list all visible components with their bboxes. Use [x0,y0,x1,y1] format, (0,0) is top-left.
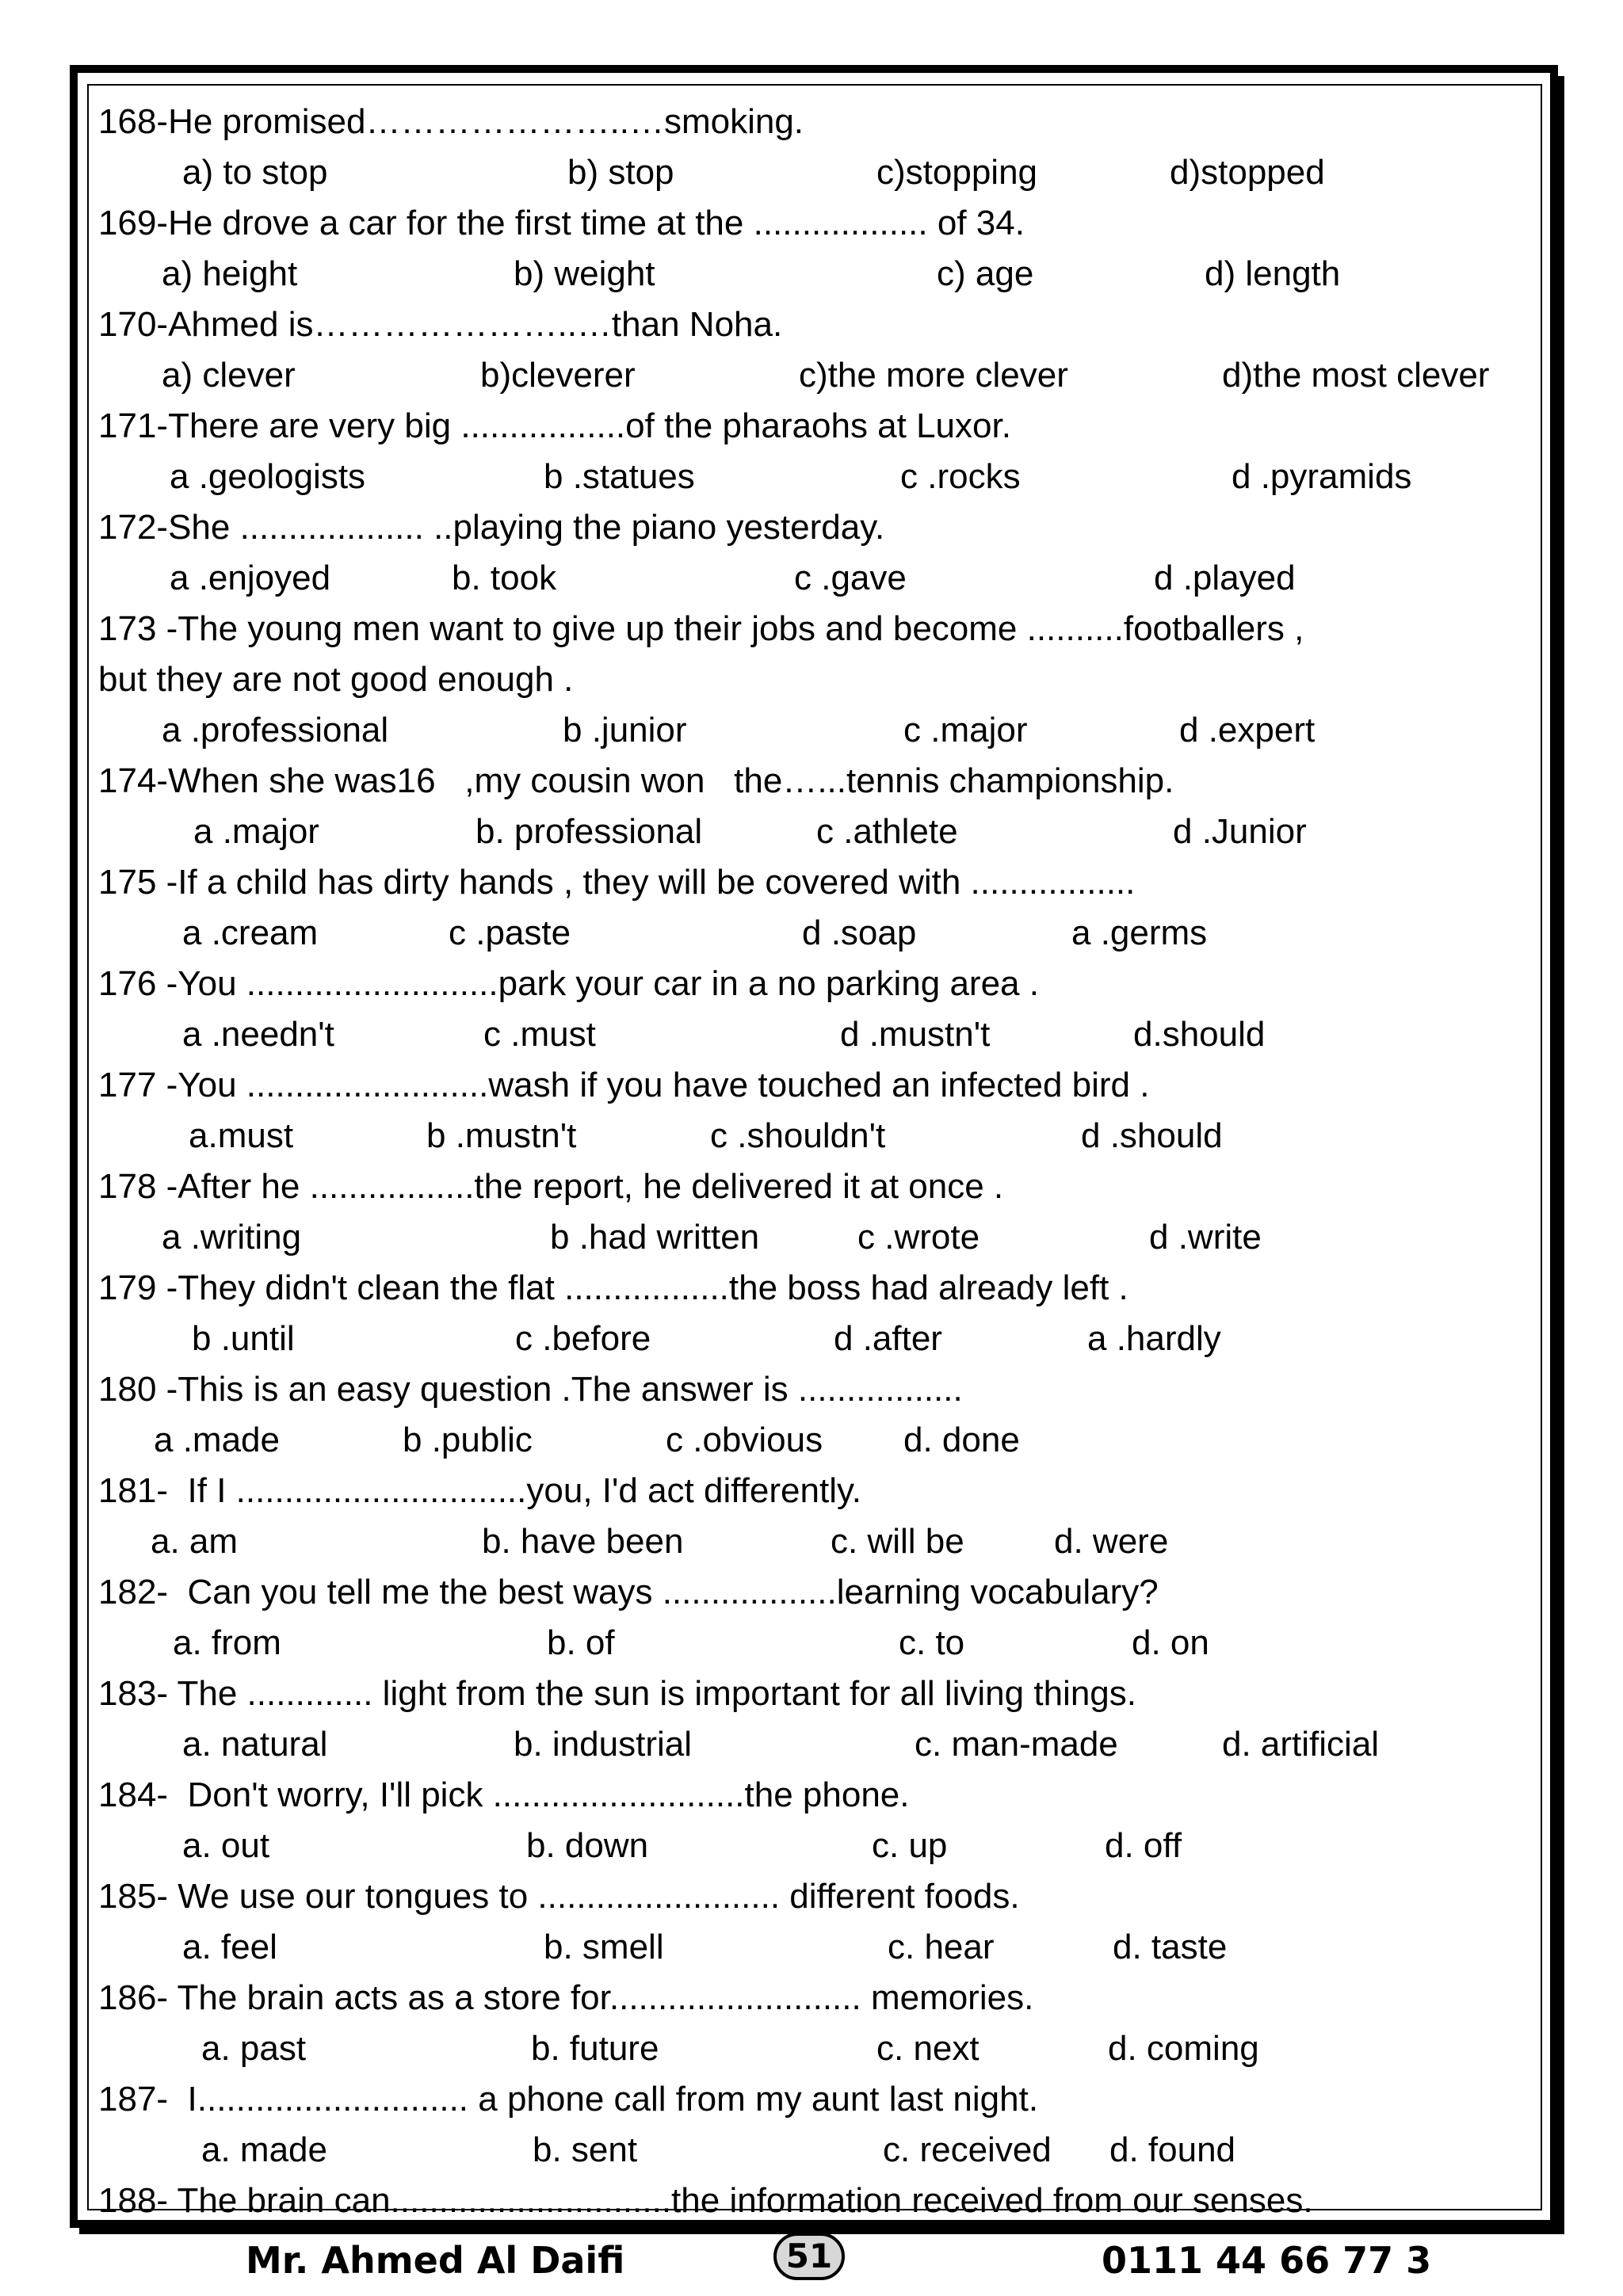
answer-options [98,1516,1533,1567]
answer-option[interactable]: d. artificial [1222,1725,1380,1764]
answer-option[interactable]: b. sent [533,2130,638,2169]
answer-option[interactable]: b. down [526,1826,649,1865]
answer-option[interactable]: d. coming [1108,2029,1259,2068]
answer-option[interactable]: d .Junior [1173,812,1307,851]
question-text: 188- The brain can.............................the information received from our senses. [98,2181,1313,2220]
answer-option[interactable]: a) clever [162,356,296,395]
answer-options [98,553,1533,604]
answer-option[interactable]: c .wrote [857,1218,980,1257]
answer-option[interactable]: d .soap [802,913,917,952]
question-text: 185- We use our tongues to ......................... different foods. [98,1877,1020,1916]
answer-option[interactable]: c. next [876,2029,980,2068]
answer-option[interactable]: c) age [937,254,1034,293]
answer-option[interactable]: d. done [903,1421,1020,1459]
answer-option[interactable]: b)cleverer [480,356,636,395]
answer-option[interactable]: a .professional [162,711,389,749]
answer-options [98,908,1533,959]
question-text: 174-When she was16 ,my cousin won the…...tennis championship. [98,761,1174,800]
answer-option[interactable]: d. were [1054,1522,1169,1561]
answer-option[interactable]: a. am [151,1522,239,1561]
question-text: 172-She ................... ..playing the piano yesterday. [98,508,885,547]
answer-option[interactable]: b. professional [475,812,703,851]
question-text: 183- The ............. light from the sun is important for all living things. [98,1674,1136,1713]
question-text: 173 -The young men want to give up their jobs and become ..........footballers , [98,609,1304,648]
answer-option[interactable]: c. man-made [915,1725,1118,1764]
answer-option[interactable]: b .mustn't [426,1116,577,1155]
answer-option[interactable]: a. feel [182,1928,277,1966]
answer-options [98,705,1533,756]
answer-option[interactable]: a .major [193,812,319,851]
answer-option[interactable]: c .before [515,1319,651,1358]
answer-option[interactable]: b. of [547,1623,615,1662]
answer-options [98,1212,1533,1263]
question-text: 182- Can you tell me the best ways ..................learning vocabulary? [98,1573,1159,1611]
answer-option[interactable]: b .public [403,1421,533,1459]
answer-option[interactable]: d .should [1081,1116,1223,1155]
answer-options [98,350,1533,401]
answer-options [98,1314,1533,1364]
answer-option[interactable]: d .played [1154,559,1296,597]
question-text: 187- I............................ a phone call from my aunt last night. [98,2080,1039,2119]
answer-options [98,249,1533,299]
author-name: Mr. Ahmed Al Daifi [246,2239,625,2282]
answer-option[interactable]: c)stopping [876,153,1038,192]
answer-option[interactable]: b) weight [514,254,655,293]
answer-option[interactable]: d)the most clever [1222,356,1490,395]
answer-options [98,2125,1533,2176]
answer-options [98,807,1533,857]
answer-option[interactable]: b) stop [567,153,674,192]
answer-option[interactable]: c .rocks [900,457,1021,496]
answer-option[interactable]: a. out [182,1826,270,1865]
answer-option[interactable]: a .geologists [170,457,366,496]
answer-option[interactable]: d)stopped [1170,153,1325,192]
question-text: 178 -After he .................the report, he delivered it at once . [98,1167,1004,1206]
question-text: 170-Ahmed is…………………..…than Noha. [98,305,783,344]
answer-option[interactable]: b .had written [550,1218,760,1257]
answer-option[interactable]: b .statues [544,457,695,496]
answer-options [98,2023,1533,2074]
question-text: 181- If I ..............................you, I'd act differently. [98,1471,861,1510]
answer-options [98,1821,1533,1871]
answer-option[interactable]: d.should [1133,1015,1266,1054]
answer-options [98,1922,1533,1973]
question-text: 179 -They didn't clean the flat .................the boss had already left . [98,1268,1128,1307]
answer-option[interactable]: c. will be [831,1522,964,1561]
answer-options [98,1009,1533,1060]
question-text-continued: but they are not good enough . [98,660,574,699]
answer-option[interactable]: a .hardly [1087,1319,1221,1358]
answer-option[interactable]: a .enjoyed [170,559,331,597]
answer-option[interactable]: a. made [201,2130,327,2169]
question-text: 168-He promised…………………..…smoking. [98,102,804,141]
answer-option[interactable]: c .athlete [816,812,958,851]
question-text: 177 -You .........................wash if you have touched an infected bird . [98,1066,1150,1104]
answer-option[interactable]: a. from [173,1623,281,1662]
answer-option[interactable]: d. off [1105,1826,1182,1865]
answer-option[interactable]: b .until [192,1319,295,1358]
answer-option[interactable]: b. future [531,2029,659,2068]
answer-option[interactable]: d) length [1205,254,1341,293]
answer-option[interactable]: d. found [1109,2130,1236,2169]
page-number-badge: 51 [773,2233,845,2280]
answer-option[interactable]: a.must [189,1116,294,1155]
question-list [98,97,1533,2226]
answer-option[interactable]: c. up [872,1826,948,1865]
answer-option[interactable]: d .after [834,1319,942,1358]
answer-option[interactable]: a .cream [182,913,319,952]
answer-option[interactable]: d. on [1132,1623,1209,1662]
answer-options [98,1415,1533,1466]
question-text: 169-He drove a car for the first time at the .................. of 34. [98,204,1025,242]
answer-option[interactable]: d. taste [1113,1928,1228,1966]
answer-option[interactable]: a .writing [162,1218,302,1257]
answer-option[interactable]: b. smell [544,1928,664,1966]
question-text: 180 -This is an easy question .The answer is ................. [98,1370,963,1409]
answer-options [98,147,1533,198]
answer-options [98,1719,1533,1770]
answer-option[interactable]: a .made [154,1421,280,1459]
answer-option[interactable]: a. past [201,2029,307,2068]
answer-option[interactable]: b. have been [482,1522,684,1561]
answer-option[interactable]: a) height [162,254,298,293]
answer-option[interactable]: a) to stop [182,153,328,192]
answer-option[interactable]: a .germs [1071,913,1208,952]
frame-shadow-right [1558,76,1564,2234]
answer-option[interactable]: c. to [899,1623,965,1662]
answer-option[interactable]: c .must [483,1015,596,1054]
answer-option[interactable]: c .shouldn't [710,1116,886,1155]
answer-option[interactable]: a. natural [182,1725,328,1764]
answer-option[interactable]: b. industrial [514,1725,693,1764]
answer-option[interactable]: c .paste [449,913,571,952]
author-phone: 0111 44 66 77 3 [1102,2239,1432,2282]
answer-option[interactable]: c)the more clever [799,356,1068,395]
answer-option[interactable]: c. received [883,2130,1052,2169]
answer-option[interactable]: a .needn't [182,1015,334,1054]
answer-option[interactable]: d .write [1149,1218,1262,1257]
question-text: 186- The brain acts as a store for.......................... memories. [98,1978,1034,2017]
answer-option[interactable]: d .pyramids [1232,457,1412,496]
answer-option[interactable]: b .junior [563,711,687,749]
answer-option[interactable]: c .gave [794,559,907,597]
answer-option[interactable]: c .major [903,711,1028,749]
answer-options [98,1111,1533,1161]
question-text: 184- Don't worry, I'll pick ..........................the phone. [98,1775,910,1814]
answer-option[interactable]: c .obvious [666,1421,823,1459]
answer-options [98,452,1533,502]
answer-option[interactable]: c. hear [888,1928,995,1966]
answer-option[interactable]: d .expert [1179,711,1316,749]
question-text: 171-There are very big .................of the pharaohs at Luxor. [98,406,1011,445]
question-text: 175 -If a child has dirty hands , they will be covered with ................. [98,863,1136,902]
answer-option[interactable]: d .mustn't [840,1015,991,1054]
question-text: 176 -You ..........................park your car in a no parking area . [98,964,1039,1003]
answer-option[interactable]: b. took [452,559,557,597]
answer-options [98,1618,1533,1669]
